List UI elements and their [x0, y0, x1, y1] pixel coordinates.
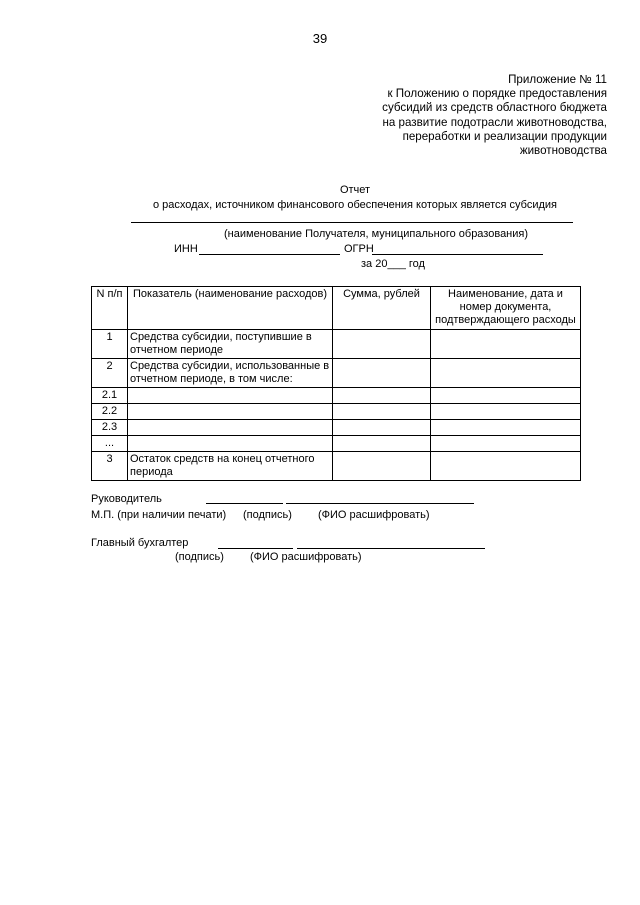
row-number: 2.3	[92, 420, 128, 436]
appendix-line: к Положению о порядке предоставления	[387, 87, 607, 101]
head-signature-line	[206, 503, 283, 504]
row-indicator	[128, 436, 333, 452]
row-indicator: Остаток средств на конец отчетного периода	[128, 452, 333, 481]
row-number: 3	[92, 452, 128, 481]
accountant-signature-line	[218, 548, 293, 549]
appendix-block	[382, 73, 607, 158]
col-header-number: N п/п	[92, 287, 128, 330]
table-row	[92, 452, 581, 481]
col-header-indicator: Показатель (наименование расходов)	[128, 287, 333, 330]
accountant-label: Главный бухгалтер	[91, 537, 189, 549]
ogrn-line	[372, 254, 543, 255]
head-name-caption: (ФИО расшифровать)	[318, 509, 430, 521]
row-document	[431, 330, 581, 359]
row-sum	[333, 436, 431, 452]
col-header-document: Наименование, дата и номер документа, подтверждающего расходы	[431, 287, 581, 330]
appendix-line: субсидий из средств областного бюджета	[382, 101, 607, 115]
row-document	[431, 436, 581, 452]
expense-table	[91, 286, 581, 481]
appendix-line: животноводства	[519, 144, 607, 158]
table-header-row	[92, 287, 581, 330]
report-period: за 20___ год	[361, 258, 425, 270]
inn-line	[199, 254, 340, 255]
row-number: 2	[92, 359, 128, 388]
appendix-line: на развитие подотрасли животноводства,	[382, 115, 607, 129]
ogrn-label: ОГРН	[344, 243, 374, 255]
row-indicator	[128, 388, 333, 404]
row-document	[431, 420, 581, 436]
row-document	[431, 359, 581, 388]
row-sum	[333, 452, 431, 481]
recipient-name-line	[131, 222, 573, 223]
row-indicator	[128, 404, 333, 420]
seal-label: М.П. (при наличии печати)	[91, 509, 227, 521]
table-row	[92, 330, 581, 359]
report-title: Отчет	[339, 184, 371, 196]
accountant-name-caption: (ФИО расшифровать)	[250, 551, 362, 563]
row-sum	[333, 359, 431, 388]
page-number: 39	[312, 31, 328, 46]
table-row	[92, 436, 581, 452]
row-sum	[333, 330, 431, 359]
row-sum	[333, 420, 431, 436]
row-number: 2.1	[92, 388, 128, 404]
row-indicator: Средства субсидии, поступившие в отчетном периоде	[128, 330, 333, 359]
row-number: ...	[92, 436, 128, 452]
head-name-line	[286, 503, 474, 504]
row-indicator: Средства субсидии, использованные в отчетном периоде, в том числе:	[128, 359, 333, 388]
recipient-caption: (наименование Получателя, муниципального образования)	[224, 228, 529, 240]
table-row	[92, 359, 581, 388]
inn-label: ИНН	[174, 243, 198, 255]
head-signature-caption: (подпись)	[243, 509, 292, 521]
table-row	[92, 404, 581, 420]
row-number: 2.2	[92, 404, 128, 420]
head-label: Руководитель	[91, 493, 162, 505]
row-indicator	[128, 420, 333, 436]
accountant-signature-caption: (подпись)	[175, 551, 224, 563]
row-document	[431, 404, 581, 420]
row-number: 1	[92, 330, 128, 359]
row-document	[431, 388, 581, 404]
report-subtitle: о расходах, источником финансового обеспечения которых является субсидия	[152, 199, 558, 211]
table-row	[92, 388, 581, 404]
appendix-line: Приложение № 11	[508, 73, 607, 86]
table-row	[92, 420, 581, 436]
col-header-sum: Сумма, рублей	[333, 287, 431, 330]
row-sum	[333, 388, 431, 404]
appendix-line: переработки и реализации продукции	[402, 129, 607, 143]
row-document	[431, 452, 581, 481]
row-sum	[333, 404, 431, 420]
accountant-name-line	[297, 548, 485, 549]
